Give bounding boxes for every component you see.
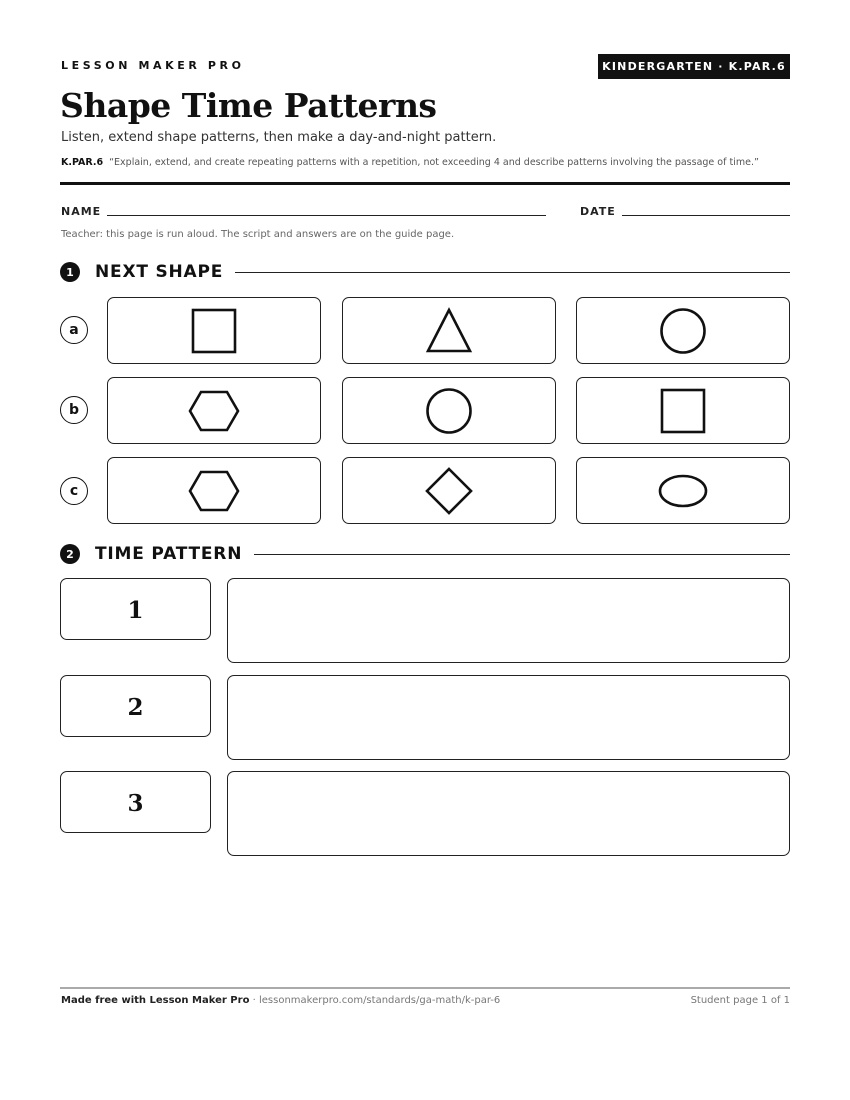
circle-icon (424, 386, 474, 436)
section-title: NEXT SHAPE (95, 262, 224, 282)
time-item-number: 3 (60, 771, 211, 833)
time-pattern-answer-box[interactable] (227, 675, 790, 760)
section-divider (254, 554, 790, 555)
standard-text: “Explain, extend, and create repeating patterns with a repetition, not exceeding 4 and describe patterns involving the passage of time.” (109, 157, 759, 168)
circle-icon (658, 306, 708, 356)
footer-url[interactable]: · lessonmakerpro.com/standards/ga-math/k-par-6 (249, 995, 501, 1006)
oval-icon (657, 473, 709, 509)
answer-shape-box[interactable] (576, 377, 790, 444)
triangle-icon (424, 306, 474, 356)
shape-box (107, 377, 321, 444)
shape-box (107, 297, 321, 364)
section-next-shape-header (60, 261, 790, 283)
footer-divider (60, 987, 790, 989)
date-label: DATE (580, 205, 616, 218)
section-time-pattern-header (60, 543, 790, 565)
standard-description (61, 157, 759, 168)
hexagon-icon (187, 469, 241, 513)
section-number: 2 (60, 544, 80, 564)
teacher-note: Teacher: this page is run aloud. The script and answers are on the guide page. (61, 229, 455, 240)
hexagon-icon (187, 389, 241, 433)
footer-made-with: Made free with Lesson Maker Pro (61, 995, 250, 1006)
time-item-number: 2 (60, 675, 211, 737)
time-pattern-answer-box[interactable] (227, 578, 790, 663)
section-divider (235, 272, 790, 273)
shape-box (107, 457, 321, 524)
section-number: 1 (60, 262, 80, 282)
row-letter-b: b (60, 396, 88, 424)
name-label: NAME (61, 205, 102, 218)
square-icon (658, 386, 708, 436)
time-pattern-answer-box[interactable] (227, 771, 790, 856)
header-divider (60, 182, 790, 185)
grade-standard-badge: KINDERGARTEN · K.PAR.6 (598, 54, 790, 79)
page-title: Shape Time Patterns (60, 86, 437, 125)
footer-page-number: Student page 1 of 1 (690, 995, 790, 1006)
diamond-icon (424, 466, 474, 516)
shape-box (342, 297, 556, 364)
standard-code: K.PAR.6 (61, 157, 104, 168)
row-letter-c: c (60, 477, 88, 505)
footer-credit (61, 995, 500, 1006)
answer-shape-box[interactable] (576, 297, 790, 364)
shape-box (342, 377, 556, 444)
shape-box (342, 457, 556, 524)
answer-shape-box[interactable] (576, 457, 790, 524)
square-icon (189, 306, 239, 356)
brand-name: LESSON MAKER PRO (61, 59, 245, 72)
section-title: TIME PATTERN (95, 544, 243, 564)
page-subtitle: Listen, extend shape patterns, then make a day-and-night pattern. (61, 130, 497, 145)
time-item-number: 1 (60, 578, 211, 640)
name-field[interactable] (107, 215, 546, 216)
row-letter-a: a (60, 316, 88, 344)
date-field[interactable] (622, 215, 790, 216)
